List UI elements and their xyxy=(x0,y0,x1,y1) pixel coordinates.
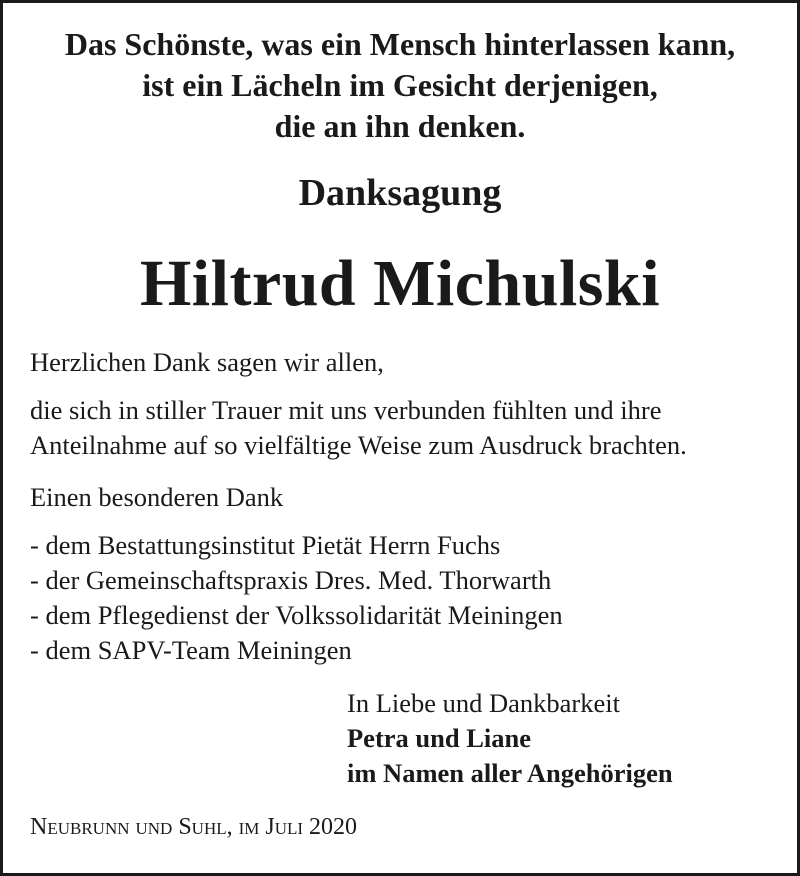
motto-line: Das Schönste, was ein Mensch hinterlassen kann, xyxy=(64,26,736,62)
list-item: - der Gemeinschaftspraxis Dres. Med. Thorwarth xyxy=(30,565,552,595)
list-item: - dem Pflegedienst der Volkssolidarität Meiningen xyxy=(30,600,563,630)
list-item: - dem SAPV-Team Meiningen xyxy=(30,635,352,665)
place-and-date: Neubrunn und Suhl, im Juli 2020 xyxy=(30,814,358,840)
thanks-body xyxy=(30,393,790,463)
closing-phrase: In Liebe und Dankbarkeit xyxy=(347,688,620,718)
signers: Petra und Liane xyxy=(347,723,532,753)
special-thanks-heading xyxy=(30,480,790,515)
special-thanks-line: Einen besonderen Dank xyxy=(30,482,284,512)
thanks-intro xyxy=(30,345,790,380)
notice-heading: Danksagung xyxy=(298,172,502,214)
thanks-intro-line: Herzlichen Dank sagen wir allen, xyxy=(30,347,384,377)
motto-line: die an ihn denken. xyxy=(274,108,526,144)
motto-quote xyxy=(0,24,800,147)
thanks-body-line: die sich in stiller Trauer mit uns verbunden fühlten und ihre xyxy=(30,395,662,425)
deceased-name: Hiltrud Michulski xyxy=(139,247,661,320)
relatives-line: im Namen aller Angehörigen xyxy=(347,758,673,788)
closing-signature xyxy=(347,686,673,791)
special-thanks-list xyxy=(30,528,790,668)
list-item: - dem Bestattungsinstitut Pietät Herrn Fuchs xyxy=(30,530,501,560)
thanks-body-line: Anteilnahme auf so vielfältige Weise zum Ausdruck brachten. xyxy=(30,430,687,460)
motto-line: ist ein Lächeln im Gesicht derjenigen, xyxy=(142,67,658,103)
